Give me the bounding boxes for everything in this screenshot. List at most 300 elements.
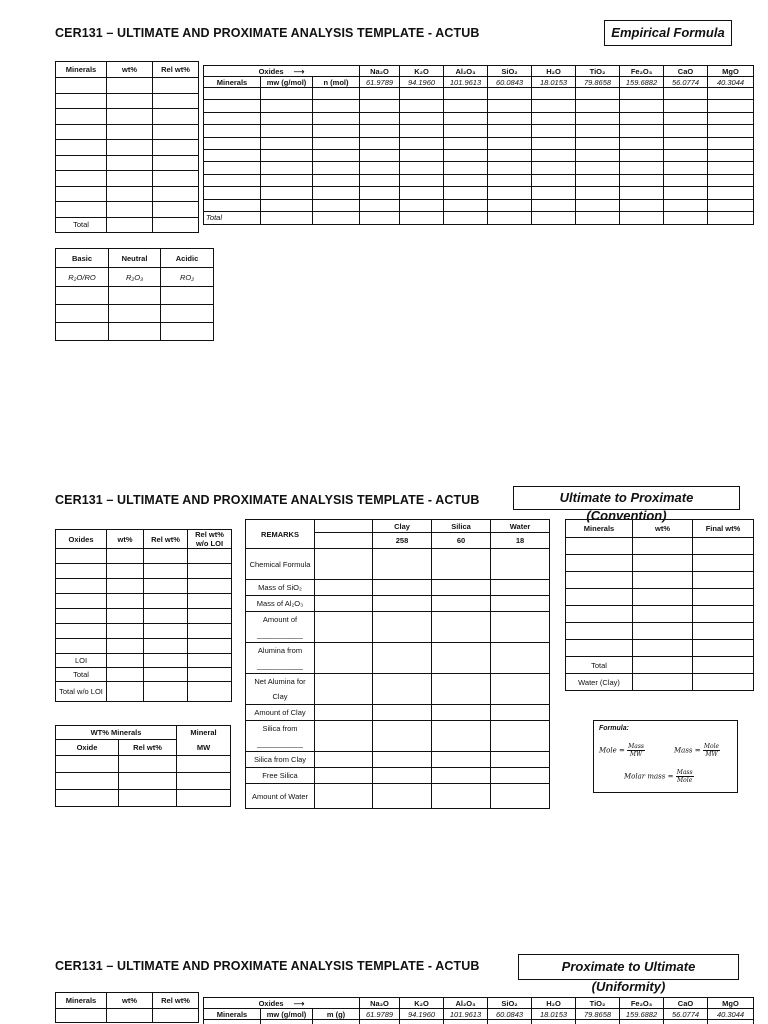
input-cell[interactable]: [56, 579, 107, 594]
input-cell[interactable]: [107, 624, 144, 639]
input-cell[interactable]: [664, 112, 708, 124]
input-cell[interactable]: [204, 137, 261, 149]
input-cell[interactable]: [360, 211, 400, 224]
input-cell[interactable]: [400, 187, 444, 199]
input-cell[interactable]: [444, 112, 488, 124]
input-cell[interactable]: [261, 174, 313, 186]
input-cell[interactable]: [153, 1009, 199, 1023]
input-cell[interactable]: [56, 140, 107, 156]
input-cell[interactable]: [107, 171, 153, 187]
input-cell[interactable]: [576, 137, 620, 149]
input-cell[interactable]: [56, 124, 107, 140]
input-cell[interactable]: [620, 112, 664, 124]
oxide-col: Na₂O: [360, 66, 400, 77]
input-cell[interactable]: [315, 643, 373, 674]
input-cell[interactable]: [315, 674, 373, 705]
input-cell[interactable]: [444, 100, 488, 112]
input-cell[interactable]: [488, 112, 532, 124]
input-cell[interactable]: [664, 149, 708, 161]
input-cell[interactable]: [360, 137, 400, 149]
input-cell[interactable]: [444, 137, 488, 149]
input-cell[interactable]: [107, 186, 153, 202]
input-cell[interactable]: [708, 187, 754, 199]
input-cell[interactable]: [708, 211, 754, 224]
input-cell[interactable]: [400, 112, 444, 124]
input-cell[interactable]: [373, 549, 432, 580]
input-cell[interactable]: [107, 609, 144, 624]
input-cell[interactable]: [576, 199, 620, 211]
oxide-col: K₂O: [400, 66, 444, 77]
input-cell[interactable]: [432, 705, 491, 721]
input-cell[interactable]: [491, 596, 550, 612]
input-cell[interactable]: [313, 199, 360, 211]
oxide-col: Fe₂O₃: [620, 66, 664, 77]
input-cell[interactable]: [693, 538, 754, 555]
table-row: [566, 572, 754, 589]
input-cell[interactable]: [693, 555, 754, 572]
input-cell[interactable]: [56, 549, 107, 564]
input-cell[interactable]: [261, 162, 313, 174]
input-cell[interactable]: [664, 137, 708, 149]
input-cell[interactable]: [315, 580, 373, 596]
input-cell[interactable]: [633, 640, 693, 657]
input-cell[interactable]: [153, 155, 199, 171]
input-cell[interactable]: [313, 137, 360, 149]
input-cell[interactable]: [693, 623, 754, 640]
input-cell[interactable]: [400, 199, 444, 211]
oxide-col: Na₂O: [360, 998, 400, 1009]
input-cell[interactable]: [204, 199, 261, 211]
input-cell[interactable]: [576, 88, 620, 100]
input-cell[interactable]: [109, 287, 161, 305]
input-cell[interactable]: [400, 162, 444, 174]
input-cell[interactable]: [432, 784, 491, 809]
input-cell[interactable]: [432, 643, 491, 674]
input-cell[interactable]: [432, 674, 491, 705]
input-cell[interactable]: [261, 149, 313, 161]
frac-den: MW: [705, 751, 718, 758]
input-cell[interactable]: [56, 78, 107, 94]
table-row: [204, 187, 754, 199]
input-cell[interactable]: [491, 768, 550, 784]
input-cell[interactable]: [491, 612, 550, 643]
input-cell[interactable]: [566, 538, 633, 555]
input-cell[interactable]: [444, 211, 488, 224]
input-cell[interactable]: [161, 323, 214, 341]
input-cell[interactable]: [107, 140, 153, 156]
input-cell[interactable]: [532, 211, 576, 224]
input-cell[interactable]: [144, 579, 188, 594]
input-cell[interactable]: [313, 174, 360, 186]
input-cell[interactable]: [708, 199, 754, 211]
input-cell[interactable]: [693, 640, 754, 657]
input-cell[interactable]: [56, 639, 107, 654]
input-cell[interactable]: [153, 171, 199, 187]
input-cell[interactable]: [432, 596, 491, 612]
input-cell[interactable]: [491, 549, 550, 580]
input-cell[interactable]: [261, 199, 313, 211]
input-cell[interactable]: [664, 162, 708, 174]
input-cell[interactable]: [444, 174, 488, 186]
input-cell[interactable]: [488, 100, 532, 112]
oxide-col: CaO: [664, 66, 708, 77]
input-cell[interactable]: [204, 174, 261, 186]
input-cell[interactable]: [315, 768, 373, 784]
input-cell[interactable]: [576, 162, 620, 174]
input-cell[interactable]: [107, 78, 153, 94]
input-cell[interactable]: [144, 564, 188, 579]
input-cell[interactable]: [360, 174, 400, 186]
input-cell[interactable]: [119, 790, 177, 807]
input-cell[interactable]: [576, 211, 620, 224]
input-cell[interactable]: [360, 100, 400, 112]
input-cell[interactable]: [373, 580, 432, 596]
input-cell[interactable]: [488, 199, 532, 211]
input-cell[interactable]: [444, 125, 488, 137]
input-cell[interactable]: [488, 211, 532, 224]
input-cell[interactable]: [107, 109, 153, 125]
input-cell[interactable]: [566, 606, 633, 623]
input-cell[interactable]: [56, 186, 107, 202]
input-cell[interactable]: [360, 88, 400, 100]
input-cell[interactable]: [708, 88, 754, 100]
input-cell[interactable]: [315, 721, 373, 752]
input-cell[interactable]: [620, 211, 664, 224]
input-cell[interactable]: [188, 579, 232, 594]
input-cell[interactable]: [620, 149, 664, 161]
input-cell[interactable]: [444, 149, 488, 161]
input-cell[interactable]: [708, 112, 754, 124]
input-cell[interactable]: [107, 549, 144, 564]
total-label: Total: [56, 217, 107, 232]
input-cell[interactable]: [664, 125, 708, 137]
input-cell[interactable]: [56, 609, 107, 624]
input-cell[interactable]: [664, 211, 708, 224]
input-cell[interactable]: [532, 137, 576, 149]
input-cell[interactable]: [119, 756, 177, 773]
input-cell[interactable]: [153, 140, 199, 156]
input-cell[interactable]: [188, 594, 232, 609]
input-cell[interactable]: [664, 100, 708, 112]
input-cell[interactable]: [708, 100, 754, 112]
input-cell[interactable]: [204, 149, 261, 161]
mw-value: 56.0774: [664, 1009, 708, 1020]
input-cell[interactable]: [491, 643, 550, 674]
table-row: [566, 606, 754, 623]
input-cell[interactable]: [488, 149, 532, 161]
input-cell[interactable]: [119, 773, 177, 790]
input-cell[interactable]: [153, 217, 199, 232]
input-cell[interactable]: [373, 721, 432, 752]
input-cell[interactable]: [261, 187, 313, 199]
molar-mass-formula: [624, 769, 694, 784]
input-cell[interactable]: [693, 572, 754, 589]
input-cell[interactable]: [313, 100, 360, 112]
input-cell[interactable]: [620, 187, 664, 199]
input-cell[interactable]: [56, 155, 107, 171]
input-cell[interactable]: [107, 564, 144, 579]
input-cell[interactable]: [144, 624, 188, 639]
input-cell[interactable]: [188, 639, 232, 654]
input-cell[interactable]: [491, 580, 550, 596]
input-cell[interactable]: [360, 199, 400, 211]
input-cell[interactable]: [144, 594, 188, 609]
input-cell[interactable]: [153, 186, 199, 202]
input-cell[interactable]: [566, 640, 633, 657]
frac-den: MW: [629, 751, 643, 758]
input-cell[interactable]: [161, 305, 214, 323]
input-cell[interactable]: [373, 768, 432, 784]
input-cell[interactable]: [633, 538, 693, 555]
input-cell[interactable]: [444, 187, 488, 199]
input-cell[interactable]: [620, 100, 664, 112]
input-cell[interactable]: [261, 137, 313, 149]
input-cell[interactable]: [488, 125, 532, 137]
input-cell[interactable]: [313, 88, 360, 100]
input-cell[interactable]: [532, 187, 576, 199]
input-cell[interactable]: [373, 612, 432, 643]
input-cell[interactable]: [664, 199, 708, 211]
input-cell[interactable]: [153, 78, 199, 94]
input-cell[interactable]: [708, 174, 754, 186]
input-cell[interactable]: [708, 125, 754, 137]
input-cell[interactable]: [432, 549, 491, 580]
input-cell[interactable]: [261, 112, 313, 124]
input-cell[interactable]: [56, 109, 107, 125]
input-cell[interactable]: [153, 109, 199, 125]
oxide-col: SiO₂: [488, 998, 532, 1009]
input-cell[interactable]: [491, 674, 550, 705]
input-cell[interactable]: [144, 639, 188, 654]
input-cell[interactable]: [400, 149, 444, 161]
input-cell[interactable]: [360, 162, 400, 174]
input-cell[interactable]: [444, 199, 488, 211]
input-cell[interactable]: [313, 149, 360, 161]
input-cell[interactable]: [432, 721, 491, 752]
input-cell[interactable]: [373, 596, 432, 612]
input-cell[interactable]: [633, 555, 693, 572]
input-cell[interactable]: [400, 137, 444, 149]
input-cell[interactable]: [177, 790, 231, 807]
input-cell[interactable]: [400, 211, 444, 224]
input-cell[interactable]: [400, 174, 444, 186]
input-cell[interactable]: [144, 549, 188, 564]
input-cell[interactable]: [360, 149, 400, 161]
input-cell[interactable]: [373, 705, 432, 721]
clay-mw: 258: [373, 533, 432, 549]
input-cell[interactable]: [315, 752, 373, 768]
input-cell[interactable]: [620, 125, 664, 137]
input-cell[interactable]: [261, 88, 313, 100]
input-cell[interactable]: [177, 756, 231, 773]
input-cell[interactable]: [566, 555, 633, 572]
input-cell[interactable]: [109, 305, 161, 323]
input-cell[interactable]: [444, 162, 488, 174]
input-cell[interactable]: [633, 589, 693, 606]
input-cell[interactable]: [204, 162, 261, 174]
input-cell[interactable]: [532, 162, 576, 174]
input-cell[interactable]: [56, 773, 119, 790]
input-cell[interactable]: [313, 187, 360, 199]
input-cell[interactable]: [373, 784, 432, 809]
input-cell[interactable]: [360, 125, 400, 137]
input-cell[interactable]: [204, 125, 261, 137]
oxide-col: Fe₂O₃: [620, 998, 664, 1009]
input-cell[interactable]: [56, 564, 107, 579]
input-cell[interactable]: [56, 93, 107, 109]
loi-label: LOI: [56, 654, 107, 668]
input-cell[interactable]: [432, 580, 491, 596]
input-cell[interactable]: [532, 88, 576, 100]
frac-num: Mole: [703, 743, 720, 750]
input-cell[interactable]: [261, 211, 313, 224]
input-cell[interactable]: [444, 88, 488, 100]
input-cell[interactable]: [107, 93, 153, 109]
oxides-header: [204, 66, 360, 77]
input-cell[interactable]: [56, 287, 109, 305]
input-cell[interactable]: [56, 305, 109, 323]
remark-label: Silica from Clay: [246, 752, 315, 768]
input-cell[interactable]: [204, 187, 261, 199]
input-cell[interactable]: [708, 137, 754, 149]
input-cell[interactable]: [576, 112, 620, 124]
input-cell[interactable]: [261, 100, 313, 112]
remarks-row: [246, 674, 550, 705]
input-cell[interactable]: [315, 612, 373, 643]
input-cell[interactable]: [313, 211, 360, 224]
input-cell[interactable]: [56, 756, 119, 773]
input-cell[interactable]: [432, 752, 491, 768]
input-cell[interactable]: [532, 199, 576, 211]
input-cell[interactable]: [576, 174, 620, 186]
input-cell[interactable]: [488, 187, 532, 199]
input-cell[interactable]: [153, 124, 199, 140]
input-cell[interactable]: [400, 88, 444, 100]
input-cell[interactable]: [532, 149, 576, 161]
input-cell[interactable]: [109, 323, 161, 341]
input-cell[interactable]: [488, 137, 532, 149]
input-cell[interactable]: [620, 137, 664, 149]
input-cell[interactable]: [432, 768, 491, 784]
input-cell[interactable]: [532, 100, 576, 112]
input-cell[interactable]: [373, 674, 432, 705]
input-cell[interactable]: [708, 162, 754, 174]
input-cell[interactable]: [56, 594, 107, 609]
input-cell[interactable]: [56, 171, 107, 187]
input-cell[interactable]: [360, 187, 400, 199]
input-cell[interactable]: [313, 125, 360, 137]
input-cell[interactable]: [188, 549, 232, 564]
input-cell[interactable]: [313, 162, 360, 174]
input-cell[interactable]: [107, 639, 144, 654]
table-row: [566, 623, 754, 640]
input-cell[interactable]: [488, 174, 532, 186]
input-cell[interactable]: [204, 88, 261, 100]
input-cell[interactable]: [620, 174, 664, 186]
input-cell[interactable]: [620, 88, 664, 100]
input-cell[interactable]: [56, 790, 119, 807]
input-cell[interactable]: [315, 784, 373, 809]
th-oxide: Oxide: [56, 740, 119, 756]
input-cell[interactable]: [56, 202, 107, 218]
input-cell[interactable]: [107, 202, 153, 218]
input-cell[interactable]: [664, 187, 708, 199]
input-cell[interactable]: [188, 564, 232, 579]
input-cell[interactable]: [56, 323, 109, 341]
input-cell[interactable]: [107, 579, 144, 594]
input-cell[interactable]: [566, 572, 633, 589]
input-cell[interactable]: [153, 93, 199, 109]
input-cell[interactable]: [491, 721, 550, 752]
input-cell[interactable]: [633, 606, 693, 623]
input-cell[interactable]: [107, 124, 153, 140]
input-cell[interactable]: [566, 623, 633, 640]
input-cell[interactable]: [532, 112, 576, 124]
input-cell[interactable]: [620, 162, 664, 174]
input-cell[interactable]: [107, 155, 153, 171]
input-cell[interactable]: [373, 752, 432, 768]
input-cell[interactable]: [373, 643, 432, 674]
input-cell[interactable]: [532, 174, 576, 186]
input-cell[interactable]: [576, 187, 620, 199]
input-cell[interactable]: [107, 594, 144, 609]
input-cell[interactable]: [313, 112, 360, 124]
remark-label: Net Alumina for Clay: [246, 674, 315, 705]
input-cell[interactable]: [708, 149, 754, 161]
input-cell[interactable]: [491, 705, 550, 721]
input-cell[interactable]: [261, 125, 313, 137]
input-cell[interactable]: [56, 624, 107, 639]
input-cell[interactable]: [360, 112, 400, 124]
input-cell[interactable]: [315, 705, 373, 721]
input-cell[interactable]: [204, 100, 261, 112]
input-cell[interactable]: [633, 572, 693, 589]
input-cell[interactable]: [566, 589, 633, 606]
mw-value: 60.0843: [488, 1009, 532, 1020]
input-cell[interactable]: [693, 589, 754, 606]
input-cell[interactable]: [144, 609, 188, 624]
input-cell[interactable]: [664, 88, 708, 100]
input-cell[interactable]: [400, 125, 444, 137]
input-cell[interactable]: [576, 149, 620, 161]
input-cell[interactable]: [153, 202, 199, 218]
input-cell[interactable]: [177, 773, 231, 790]
input-cell[interactable]: [161, 287, 214, 305]
input-cell[interactable]: [693, 606, 754, 623]
th-mw: mw (g/mol): [261, 77, 313, 88]
input-cell[interactable]: [107, 217, 153, 232]
input-cell[interactable]: [664, 174, 708, 186]
input-cell[interactable]: [491, 784, 550, 809]
input-cell[interactable]: [204, 112, 261, 124]
input-cell[interactable]: [432, 612, 491, 643]
input-cell[interactable]: [488, 88, 532, 100]
input-cell[interactable]: [633, 623, 693, 640]
input-cell[interactable]: [620, 199, 664, 211]
input-cell[interactable]: [188, 624, 232, 639]
input-cell[interactable]: [576, 125, 620, 137]
input-cell[interactable]: [491, 752, 550, 768]
input-cell[interactable]: [188, 609, 232, 624]
input-cell[interactable]: [315, 549, 373, 580]
input-cell[interactable]: [400, 100, 444, 112]
input-cell[interactable]: [315, 596, 373, 612]
input-cell[interactable]: [576, 100, 620, 112]
input-cell[interactable]: [532, 125, 576, 137]
input-cell[interactable]: [107, 1009, 153, 1023]
input-cell[interactable]: [56, 1009, 107, 1023]
input-cell[interactable]: [488, 162, 532, 174]
